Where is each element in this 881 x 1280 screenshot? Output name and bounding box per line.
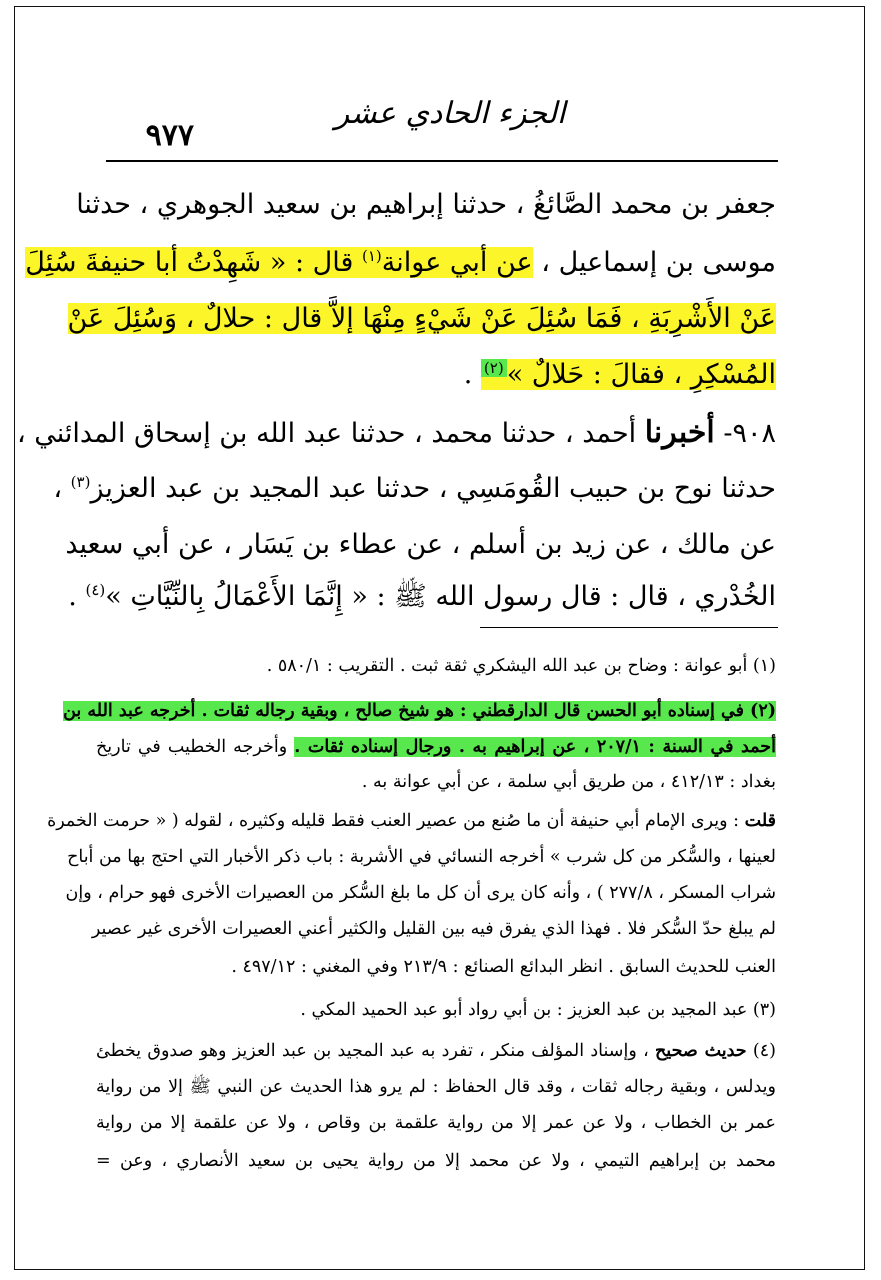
footnote-text: شراب المسكر ، ٢٧٧/٨ ) ، وأنه كان يرى أن كل ما بلغ السُّكر من العصيرات الأخرى فهو حرام ، وإن [65, 883, 776, 903]
main-text: جعفر بن محمد الصَّائغُ ، حدثنا إبراهيم بن سعيد الجوهري ، حدثنا [76, 189, 776, 220]
main-line-1 [76, 182, 776, 228]
comment-line-4 [91, 912, 776, 946]
main-text: موسى بن إسماعيل ، [541, 247, 776, 278]
footnote-2-line-2 [96, 730, 776, 764]
main-line-6 [53, 466, 776, 512]
footnote-text: : ويرى الإمام أبي حنيفة أن ما صُنع من عصير العنب فقط قليله وكثيره ، لقوله ( « حرمت الخمرة [47, 811, 740, 831]
footnote-text: (٣) عبد المجيد بن عبد العزيز : بن أبي رواد أبو عبد الحميد المكي . [300, 1000, 776, 1020]
footnote-text: لعينها ، والسُّكر من كل شرب » أخرجه النسائي في الأشربة : باب ذكر الأخبار التي احتج بها من أباح [67, 847, 776, 867]
highlight-yellow: عَنْ الأَشْرِبَةِ ، فَمَا سُئِلَ عَنْ شَيْءٍ مِنْهَا إلاَّ قال : حلالٌ ، وَسُئِلَ عَنْ [67, 303, 776, 334]
main-line-5 [16, 410, 776, 456]
main-text: أحمد ، حدثنا محمد ، حدثنا عبد الله بن إسحاق المدائني ، [16, 418, 637, 449]
footnote-2-line-1 [63, 694, 776, 728]
main-text: . [68, 581, 77, 612]
main-text: عن مالك ، عن زيد بن أسلم ، عن عطاء بن يَسَار ، عن أبي سعيد [65, 529, 776, 560]
footnote-text: ، وإسناد المؤلف منكر ، تفرد به عبد المجيد بن عبد العزيز وهو صدوق يخطئ [96, 1041, 649, 1061]
highlight-yellow [25, 247, 532, 278]
comment-line-5 [96, 950, 776, 984]
main-line-4 [101, 352, 776, 398]
footnote-text: محمد بن إبراهيم التيمي ، ولا عن محمد إلا من رواية يحيى بن سعيد الأنصاري ، وعن = [96, 1151, 776, 1171]
footnote-text: لم يبلغ حدّ السُّكر فلا . فهذا الذي يفرق فيه بين القليل والكثير أعني العصيرات الأخرى غير عصير [91, 919, 776, 939]
main-text: . [463, 359, 473, 390]
main-text: قال : « شَهِدْتُ أبا حنيفةَ سُئِلَ [25, 247, 354, 278]
main-line-7 [65, 522, 776, 568]
footnote-number: (٤) [752, 1041, 776, 1061]
footnote-text: (١) أبو عوانة : وضاح بن عبد الله اليشكري ثقة ثبت . التقريب : ٥٨٠/١ . [266, 656, 776, 676]
footnote-1 [96, 649, 776, 683]
comment-lead-word: قلت [744, 811, 776, 831]
main-text: ، [53, 473, 63, 504]
footnote-text: وأخرجه الخطيب في تاريخ [96, 737, 288, 757]
footnote-separator [480, 627, 778, 628]
comment-line-2 [67, 840, 776, 874]
footnote-4-line-1 [96, 1034, 776, 1068]
footnote-text: ويدلس ، وبقية رجاله ثقات ، وقد قال الحفاظ : لم يرو هذا الحديث عن النبي ﷺ إلا من رواية [96, 1077, 776, 1097]
footnote-ref-1[interactable]: (١) [361, 247, 382, 265]
footnote-lead-word: حديث صحيح [655, 1041, 747, 1061]
comment-line-3 [65, 876, 776, 910]
header-title: الجزء الحادي عشر [334, 96, 566, 131]
main-line-3 [67, 296, 776, 342]
footnote-ref-3[interactable]: (٣) [70, 473, 91, 491]
main-text: المُسْكِرِ ، فقالَ : حَلالٌ » [506, 359, 776, 390]
highlight-green: أحمد في السنة : ٢٠٧/١ ، عن إبراهيم به . ورجال إسناده ثقات . [294, 737, 776, 757]
highlight-yellow [481, 359, 776, 390]
header-rule [106, 160, 778, 162]
footnote-4-line-4 [96, 1144, 776, 1178]
footnote-2-line-3 [96, 765, 776, 799]
footnote-4-line-2 [96, 1070, 776, 1104]
main-text: الخُدْري ، قال : قال رسول الله ﷺ : « إِنَّمَا الأَعْمَالُ بِالنِّيَّاتِ » [105, 581, 776, 612]
main-text: عن أبي عوانة [381, 247, 533, 278]
page-number: ٩٧٧ [145, 118, 194, 153]
main-line-2 [25, 240, 776, 286]
comment-line-1 [47, 804, 776, 838]
hadith-lead-word: أخبرنا [644, 415, 715, 450]
main-line-8 [68, 574, 776, 620]
footnote-4-line-3 [96, 1106, 776, 1140]
footnote-text: العنب للحديث السابق . انظر البدائع الصنائع : ٢١٣/٩ وفي المغني : ٤٩٧/١٢ . [231, 957, 776, 977]
footnote-3 [96, 993, 776, 1027]
footnote-text: عمر بن الخطاب ، ولا عن عمر إلا من رواية علقمة بن وقاص ، ولا عن علقمة إلا من رواية [96, 1113, 776, 1133]
footnote-ref-2[interactable]: (٢) [481, 359, 507, 377]
footnote-ref-4[interactable]: (٤) [85, 581, 106, 599]
main-text: حدثنا نوح بن حبيب القُومَسِي ، حدثنا عبد المجيد بن عبد العزيز [90, 473, 776, 504]
highlight-green: (٢) في إسناده أبو الحسن قال الدارقطني : هو شيخ صالح ، وبقية رجاله ثقات . أخرجه عبد الله بن [63, 701, 776, 721]
hadith-number: ٩٠٨- [723, 418, 776, 449]
footnote-text: بغداد : ٤١٢/١٣ ، من طريق أبي سلمة ، عن أبي عوانة به . [361, 772, 776, 792]
